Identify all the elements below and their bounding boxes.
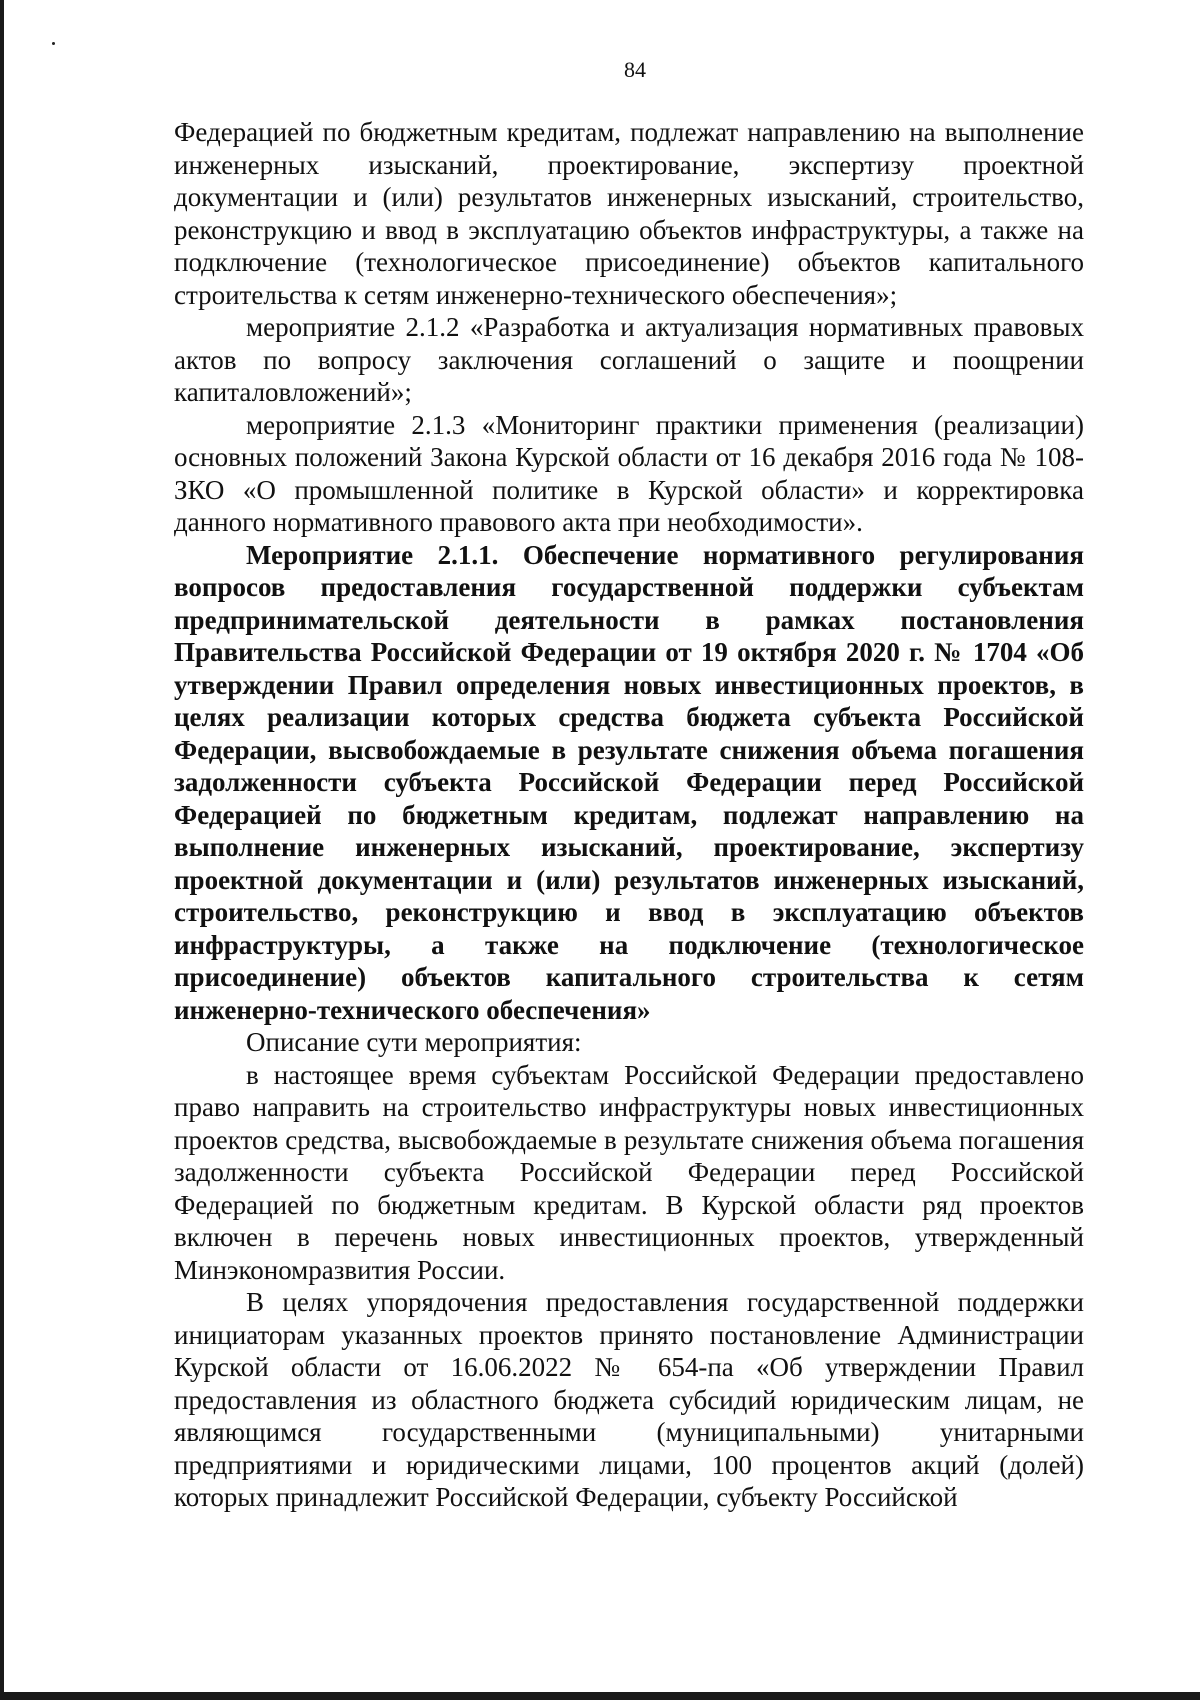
paragraph-regulation: В целях упорядочения предоставления государственной поддержки инициаторам указанных проектов принято постановление Администрации Курской области от 16.06.2022 № 654-па «Об утверждении Правил предоставления из областного бюджета субсидий юридическим лицам, не являющимся государственными (муниципальными) унитарными предприятиями и юридическими лицами, 100 процентов акций (долей) которых принадлежит Российской Федерации, субъекту Российской xyxy=(174,1287,1084,1512)
document-body xyxy=(174,116,1084,1514)
paragraph-description-label: Описание сути мероприятия: xyxy=(246,1027,582,1057)
paragraph-continuation: Федерацией по бюджетным кредитам, подлежат направлению на выполнение инженерных изысканий, проектирование, экспертизу проектной документации и (или) результатов инженерных изысканий, строительство, реконструкцию и ввод в эксплуатацию объектов инфраструктуры, а также на подключение (технологическое присоединение) объектов капитального строительства к сетям инженерно-технического обеспечения»; xyxy=(174,117,1084,310)
scan-edge-bottom xyxy=(0,1692,1200,1700)
paragraph-description: в настоящее время субъектам Российской Федерации предоставлено право направить на строительство инфраструктуры новых инвестиционных проектов средства, высвобождаемые в результате снижения объема погашения задолженности субъекта Российской Федерации перед Российской Федерацией по бюджетным кредитам. В Курской области ряд проектов включен в перечень новых инвестиционных проектов, утвержденный Минэкономразвития России. xyxy=(174,1059,1084,1285)
scan-edge-left xyxy=(0,0,4,1700)
section-heading-activity-2-1-1: Мероприятие 2.1.1. Обеспечение нормативного регулирования вопросов предоставления государственной поддержки субъектам предпринимательской деятельности в рамках постановления Правительства Российской Федерации от 19 октября 2020 г. № 1704 «Об утверждении Правил определения новых инвестиционных проектов, в целях реализации которых средства бюджета субъекта Российской Федерации, высвобождаемые в результате снижения объема погашения задолженности субъекта Российской Федерации перед Российской Федерацией по бюджетным кредитам, подлежат направлению на выполнение инженерных изысканий, проектирование, экспертизу проектной документации и (или) результатов инженерных изысканий, строительство, реконструкцию и ввод в эксплуатацию объектов инфраструктуры, а также на подключение (технологическое присоединение) объектов капитального строительства к сетям инженерно-технического обеспечения» xyxy=(174,539,1084,1025)
scan-speck xyxy=(52,42,55,45)
page-number: 84 xyxy=(624,57,646,82)
paragraph-activity-2-1-2: мероприятие 2.1.2 «Разработка и актуализация нормативных правовых актов по вопросу заключения соглашений о защите и поощрении капиталовложений»; xyxy=(174,312,1084,407)
paragraph-activity-2-1-3: мероприятие 2.1.3 «Мониторинг практики применения (реализации) основных положений Закона Курской области от 16 декабря 2016 года № 108-ЗКО «О промышленной политике в Курской области» и корректировка данного нормативного правового акта при необходимости». xyxy=(174,409,1084,537)
